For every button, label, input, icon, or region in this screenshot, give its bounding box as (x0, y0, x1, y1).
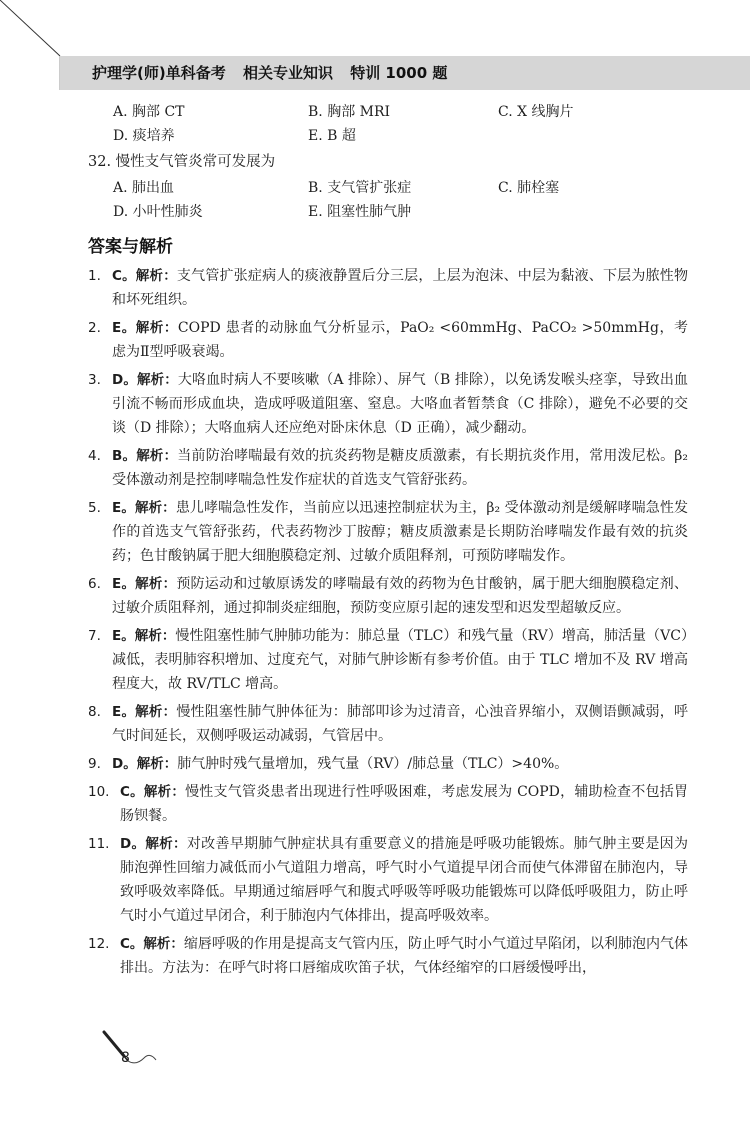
answer-number: 12. (88, 936, 110, 952)
answer-number: 6. (88, 576, 101, 592)
option-c: C. X 线胸片 (498, 104, 574, 120)
option-d: D. 小叶性肺炎 (113, 204, 203, 220)
answer-explanation: 预防运动和过敏原诱发的哮喘最有效的药物为色甘酸钠，属于肥大细胞膜稳定剂、过敏介质阻释剂，通过抑制炎症细胞，预防变应原引起的速发型和迟发型超敏反应。 (112, 576, 688, 616)
answer-number: 8. (88, 704, 101, 720)
answer-explanation: 对改善早期肺气肿症状具有重要意义的措施是呼吸功能锻炼。肺气肿主要是因为肺泡弹性回缩力减低而小气道阻力增高，呼气时小气道提早闭合而使气体滞留在肺泡内，导致呼吸效率降低。早期通过缩唇呼气和腹式呼吸等呼吸功能锻炼可以降低呼吸阻力，防止呼气时小气道过早闭合，利于肺泡内气体排出，提高呼吸效率。 (120, 836, 688, 924)
subject-title: 相关专业知识 (242, 64, 333, 82)
option-e: E. 阻塞性肺气肿 (308, 204, 412, 220)
option-c: C. 肺栓塞 (498, 180, 560, 196)
answer-key: E。解析： (112, 628, 176, 644)
pen-icon (100, 1028, 160, 1068)
answer-explanation: 慢性阻塞性肺气肿肺功能为：肺总量（TLC）和残气量（RV）增高，肺活量（VC）减低，表明肺容积增加、过度充气，对肺气肿诊断有参考价值。由于 TLC 增加不及 RV 增高程度大，故 RV/TLC 增高。 (112, 628, 688, 692)
answer-number: 3. (88, 372, 101, 388)
option-row (88, 124, 688, 148)
series-title: 特训 1000 题 (350, 64, 448, 82)
answer-number: 11. (88, 836, 110, 852)
answer-item (88, 264, 688, 312)
answer-item (88, 752, 688, 776)
answer-number: 2. (88, 320, 101, 336)
answer-explanation: 支气管扩张症病人的痰液静置后分三层，上层为泡沫、中层为黏液、下层为脓性物和坏死组织。 (112, 268, 688, 308)
page-content (88, 100, 688, 984)
answer-key: E。解析： (112, 704, 177, 720)
option-row (88, 176, 688, 200)
answer-explanation: 肺气肿时残气量增加，残气量（RV）/肺总量（TLC）>40%。 (177, 756, 569, 772)
running-header (92, 62, 447, 83)
answer-number: 9. (88, 756, 101, 772)
answer-key: E。解析： (112, 500, 176, 516)
answer-number: 1. (88, 268, 101, 284)
answer-number: 4. (88, 448, 101, 464)
answer-explanation: 患儿哮喘急性发作，当前应以迅速控制症状为主，β₂ 受体激动剂是缓解哮喘急性发作的首选支气管舒张药，代表药物沙丁胺醇；糖皮质激素是长期防治哮喘发作最有效的抗炎药；色甘酸钠属于肥大细胞膜稳定剂、过敏介质阻释剂，可预防哮喘发作。 (112, 500, 688, 564)
answer-explanation: COPD 患者的动脉血气分析显示，PaO₂ <60mmHg、PaCO₂ >50mmHg，考虑为Ⅱ型呼吸衰竭。 (112, 320, 688, 360)
page-number: 8 (121, 1050, 130, 1066)
option-d: D. 痰培养 (113, 128, 175, 144)
option-e: E. B 超 (308, 128, 356, 144)
option-b: B. 支气管扩张症 (308, 180, 412, 196)
answer-key: C。解析： (112, 268, 177, 284)
answer-key: C。解析： (120, 784, 186, 800)
answer-key: E。解析： (112, 320, 178, 336)
answer-explanation: 慢性阻塞性肺气肿体征为：肺部叩诊为过清音，心浊音界缩小，双侧语颤减弱，呼气时间延长，双侧呼吸运动减弱，气管居中。 (112, 704, 688, 744)
answer-item (88, 700, 688, 748)
question-stem: 32. 慢性支气管炎常可发展为 (88, 154, 276, 170)
book-title: 护理学(师)单科备考 (92, 64, 226, 82)
answer-key: B。解析： (112, 448, 178, 464)
answer-item (88, 932, 688, 980)
answer-key: D。解析： (112, 372, 178, 388)
answer-number: 7. (88, 628, 101, 644)
answer-key: D。解析： (112, 756, 178, 772)
answer-explanation: 当前防治哮喘最有效的抗炎药物是糖皮质激素，有长期抗炎作用，常用泼尼松。β₂ 受体激动剂是控制哮喘急性发作症状的首选支气管舒张药。 (112, 448, 688, 488)
answer-key: C。解析： (120, 936, 184, 952)
option-b: B. 胸部 MRI (308, 104, 391, 120)
answer-explanation: 缩唇呼吸的作用是提高支气管内压，防止呼气时小气道过早陷闭，以利肺泡内气体排出。方法为：在呼气时将口唇缩成吹笛子状，气体经缩窄的口唇缓慢呼出， (120, 936, 688, 976)
answer-item (88, 368, 688, 440)
answer-item (88, 444, 688, 492)
answer-item (88, 316, 688, 364)
answer-item (88, 572, 688, 620)
answer-explanation: 大咯血时病人不要咳嗽（A 排除）、屏气（B 排除），以免诱发喉头痉挛，导致出血引流不畅而形成血块，造成呼吸道阻塞、窒息。大咯血者暂禁食（C 排除），避免不必要的交谈（D 排除）；大咯血病人还应绝对卧床休息（D 正确），减少翻动。 (112, 372, 688, 436)
option-row (88, 200, 688, 224)
option-a: A. 胸部 CT (113, 104, 185, 120)
option-a: A. 肺出血 (113, 180, 175, 196)
option-row (88, 100, 688, 124)
answer-number: 10. (88, 784, 110, 800)
answer-key: D。解析： (120, 836, 187, 852)
answer-item (88, 496, 688, 568)
answer-item (88, 780, 688, 828)
answer-item (88, 624, 688, 696)
answer-item (88, 832, 688, 928)
answer-key: E。解析： (112, 576, 177, 592)
section-title: 答案与解析 (88, 237, 173, 257)
answer-number: 5. (88, 500, 101, 516)
answer-explanation: 慢性支气管炎患者出现进行性呼吸困难，考虑发展为 COPD，辅助检查不包括胃肠钡餐。 (120, 784, 688, 824)
